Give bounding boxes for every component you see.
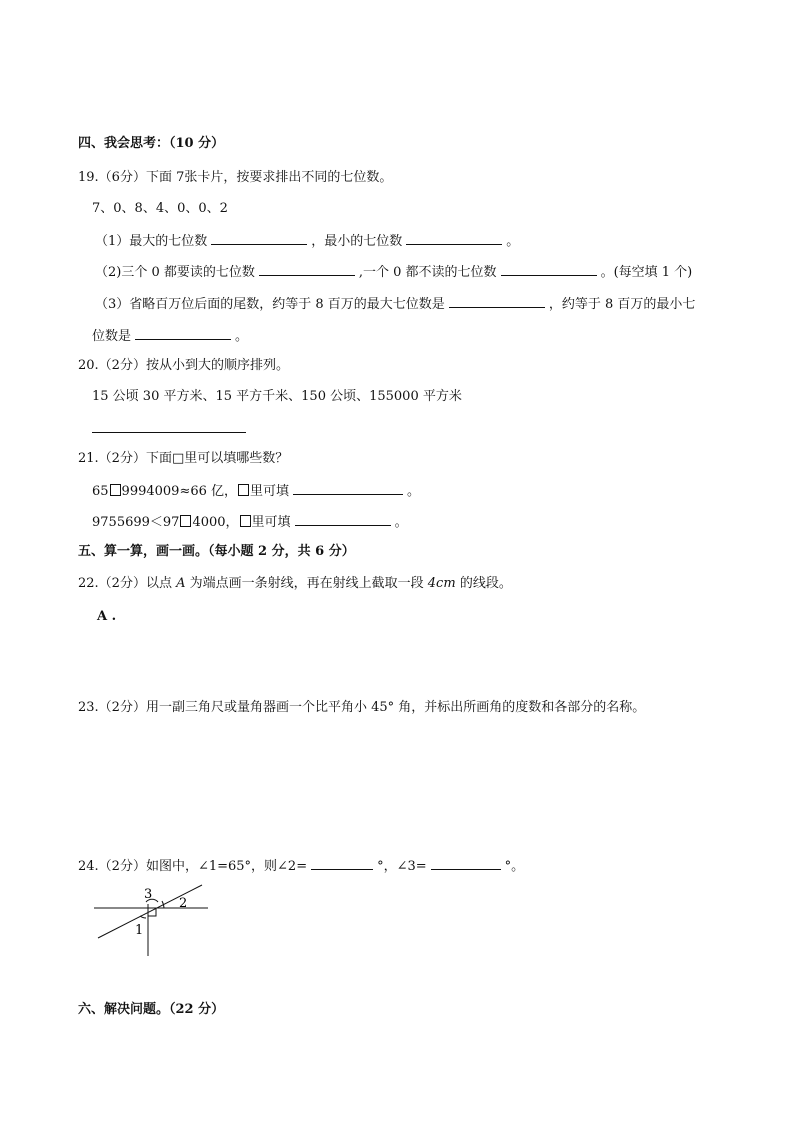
q21-line1: 65 9994009≈66 亿， 里可填 。 <box>92 484 421 499</box>
answer-blank[interactable] <box>449 295 545 308</box>
angle2-arc <box>162 901 164 908</box>
answer-blank[interactable] <box>293 482 403 495</box>
angle3-label: 3 <box>144 887 153 902</box>
q19-cards: 7、0、8、4、0、0、2 <box>92 201 228 216</box>
fill-box <box>110 484 121 496</box>
answer-blank[interactable] <box>135 327 231 340</box>
q19-part1: （1）最大的七位数 ，最小的七位数 。 <box>95 234 520 249</box>
q22-stem: 22.（2分）以点 A 为端点画一条射线，再在射线上截取一段 4cm 的线段。 <box>78 576 512 591</box>
q19-stem: 19.（6分）下面 7张卡片，按要求排出不同的七位数。 <box>78 170 393 185</box>
answer-blank[interactable] <box>406 232 502 245</box>
q19-part3: （3）省略百万位后面的尾数，约等于 8 百万的最大七位数是 ，约等于 8 百万的最小七 <box>95 297 696 312</box>
answer-blank[interactable] <box>211 232 307 245</box>
q24-stem: 24.（2分）如图中，∠1=65°，则∠2= °，∠3= °。 <box>78 859 525 874</box>
q20-stem: 20.（2分）按从小到大的顺序排列。 <box>78 358 289 373</box>
section-6-heading: 六、解决问题。（22 分） <box>78 1002 225 1017</box>
fill-box <box>240 515 251 527</box>
angle2-label: 2 <box>179 896 188 911</box>
answer-blank[interactable] <box>295 513 391 526</box>
q20-items: 15 公顷 30 平方米、15 平方千米、150 公顷、155000 平方米 <box>92 389 462 404</box>
q21-line2: 9755699＜97 4000， 里可填 。 <box>92 515 408 530</box>
answer-blank[interactable] <box>259 263 355 276</box>
fill-box <box>180 515 191 527</box>
q23-stem: 23.（2分）用一副三角尺或量角器画一个比平角小 45° 角，并标出所画角的度数和各部分的名称。 <box>78 700 646 715</box>
answer-blank[interactable] <box>501 263 597 276</box>
point-a-label: A . <box>97 609 117 624</box>
angle-figure <box>90 880 220 962</box>
section-4-heading: 四、我会思考：（10 分） <box>78 136 225 151</box>
q21-stem: 21.（2分）下面□里可以填哪些数？ <box>78 451 289 466</box>
answer-blank[interactable] <box>92 420 246 433</box>
answer-blank[interactable] <box>431 857 501 870</box>
section-5-heading: 五、算一算，画一画。（每小题 2 分，共 6 分） <box>78 544 355 559</box>
q20-answer-line <box>92 420 246 438</box>
answer-blank[interactable] <box>311 857 373 870</box>
fill-box <box>238 484 249 496</box>
angle1-label: 1 <box>135 923 144 938</box>
q19-part2: （2)三个 0 都要读的七位数 ,一个 0 都不读的七位数 。(每空填 1 个) <box>95 265 693 280</box>
q19-part3-cont: 位数是 。 <box>92 329 249 344</box>
angle1-arc <box>140 916 146 918</box>
